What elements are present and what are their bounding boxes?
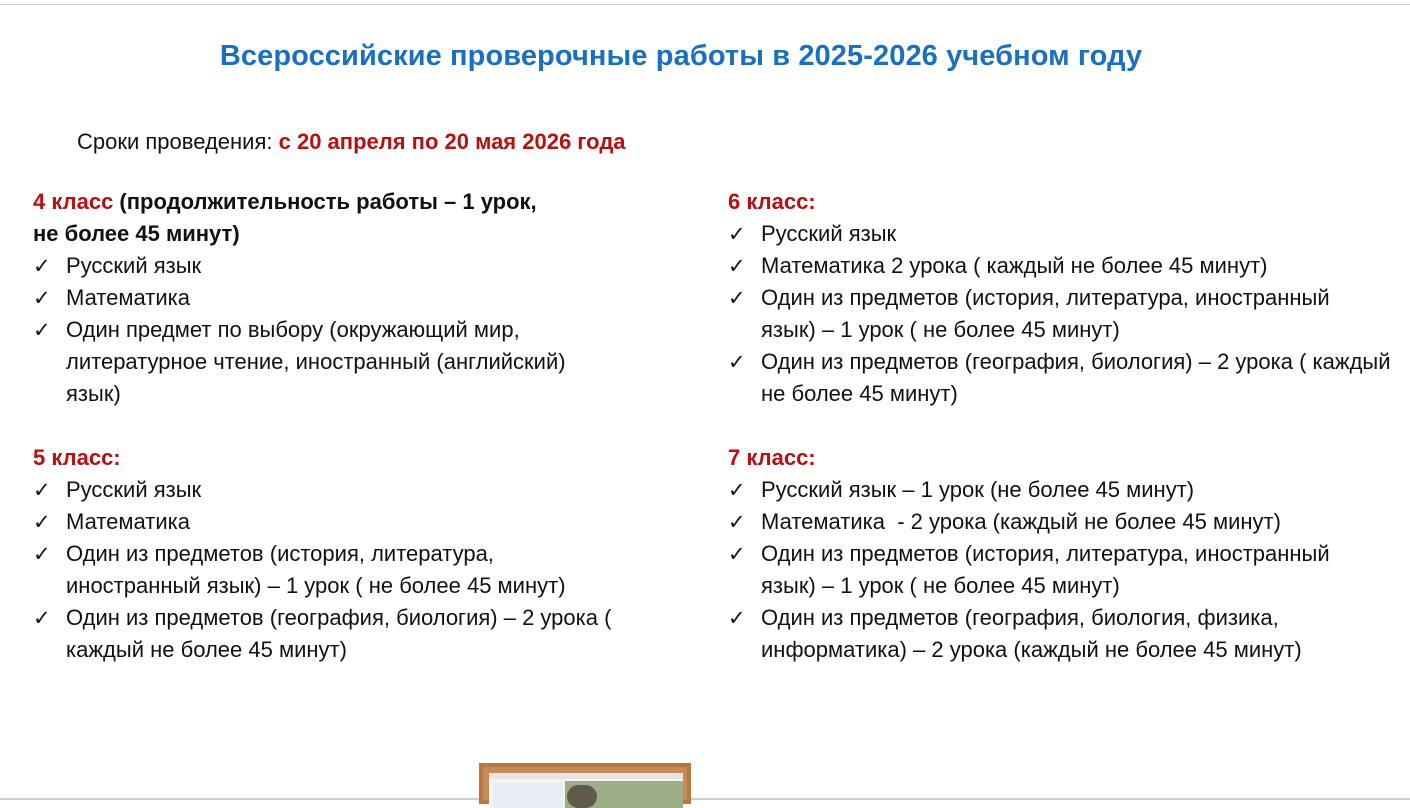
check-icon: ✓ bbox=[33, 542, 51, 566]
subject-text: Математика bbox=[66, 285, 190, 310]
check-icon: ✓ bbox=[33, 478, 51, 502]
bottom-divider bbox=[0, 798, 1410, 800]
thumbnail-photo-subject bbox=[567, 785, 597, 808]
grade-5-subjects bbox=[33, 474, 612, 666]
list-item bbox=[33, 506, 603, 538]
list-item bbox=[728, 282, 1351, 346]
thumbnail-titlebar bbox=[489, 773, 683, 779]
grade-4-heading bbox=[33, 186, 603, 218]
dates-value: с 20 апреля по 20 мая 2026 года bbox=[278, 129, 626, 154]
grade-5-label: 5 класс: bbox=[33, 445, 121, 470]
grade-5-heading bbox=[33, 442, 603, 474]
page-title: Всероссийские проверочные работы в 2025-2026 учебном году bbox=[219, 40, 1143, 72]
list-item bbox=[33, 314, 576, 410]
subject-text: Математика - 2 урока (каждый не более 45 минут) bbox=[761, 509, 1281, 534]
check-icon: ✓ bbox=[728, 222, 746, 246]
subject-text: Русский язык bbox=[66, 477, 202, 502]
subject-text: Русский язык – 1 урок (не более 45 минут) bbox=[761, 477, 1195, 502]
check-icon: ✓ bbox=[728, 286, 746, 310]
list-item bbox=[33, 474, 603, 506]
list-item bbox=[728, 602, 1371, 666]
right-column bbox=[728, 186, 1391, 666]
subject-text: Русский язык bbox=[761, 221, 897, 246]
list-item bbox=[33, 250, 603, 282]
grade-4-duration-note: (продолжительность работы – 1 урок, bbox=[113, 189, 537, 214]
list-item bbox=[728, 250, 1368, 282]
thumbnail-preview bbox=[489, 773, 683, 808]
list-item bbox=[33, 282, 603, 314]
thumbnail-chat-list bbox=[493, 783, 563, 808]
left-column bbox=[33, 186, 612, 666]
subject-text: Один из предметов (история, литература, иностранный язык) – 1 урок ( не более 45 минут) bbox=[761, 285, 1330, 342]
subject-text: Один из предметов (география, биология, физика, информатика) – 2 урока (каждый не более 45 минут) bbox=[761, 605, 1302, 662]
grade-7-heading bbox=[728, 442, 1368, 474]
subject-text: Математика bbox=[66, 509, 190, 534]
subject-text: Математика 2 урока ( каждый не более 45 минут) bbox=[761, 253, 1268, 278]
grade-4-subjects bbox=[33, 250, 603, 410]
subject-text: Один из предметов (география, биология) – 2 урока ( каждый не более 45 минут) bbox=[761, 349, 1391, 406]
dates-label: Сроки проведения: bbox=[77, 129, 279, 154]
check-icon: ✓ bbox=[33, 286, 51, 310]
check-icon: ✓ bbox=[33, 510, 51, 534]
check-icon: ✓ bbox=[728, 542, 746, 566]
check-icon: ✓ bbox=[33, 318, 51, 342]
check-icon: ✓ bbox=[33, 606, 51, 630]
list-item bbox=[728, 538, 1351, 602]
grade-7-label: 7 класс: bbox=[728, 445, 816, 470]
check-icon: ✓ bbox=[728, 606, 746, 630]
list-item bbox=[728, 474, 1368, 506]
subject-text: Один из предметов (история, литература, иностранный язык) – 1 урок ( не более 45 минут) bbox=[66, 541, 566, 598]
subject-text: Один предмет по выбору (окружающий мир, литературное чтение, иностранный (английский) язык) bbox=[66, 317, 566, 406]
subject-text: Русский язык bbox=[66, 253, 202, 278]
top-divider bbox=[0, 4, 1410, 5]
grade-7-subjects bbox=[728, 474, 1368, 666]
subject-text: Один из предметов (география, биология) – 2 урока ( каждый не более 45 минут) bbox=[66, 605, 612, 662]
grade-6-subjects bbox=[728, 218, 1391, 410]
dates-line bbox=[77, 129, 626, 155]
check-icon: ✓ bbox=[728, 510, 746, 534]
list-item bbox=[728, 346, 1401, 410]
check-icon: ✓ bbox=[728, 350, 746, 374]
list-item bbox=[728, 218, 1368, 250]
grade-4-duration-note-line2: не более 45 минут) bbox=[33, 221, 240, 246]
window-thumbnail[interactable] bbox=[479, 763, 691, 804]
list-item bbox=[728, 506, 1368, 538]
grade-6-heading bbox=[728, 186, 1368, 218]
check-icon: ✓ bbox=[728, 478, 746, 502]
grade-6-label: 6 класс: bbox=[728, 189, 816, 214]
grade-4-label: 4 класс bbox=[33, 189, 114, 214]
list-item bbox=[33, 602, 616, 666]
subject-text: Один из предметов (история, литература, иностранный язык) – 1 урок ( не более 45 минут) bbox=[761, 541, 1330, 598]
check-icon: ✓ bbox=[728, 254, 746, 278]
check-icon: ✓ bbox=[33, 254, 51, 278]
list-item bbox=[33, 538, 571, 602]
